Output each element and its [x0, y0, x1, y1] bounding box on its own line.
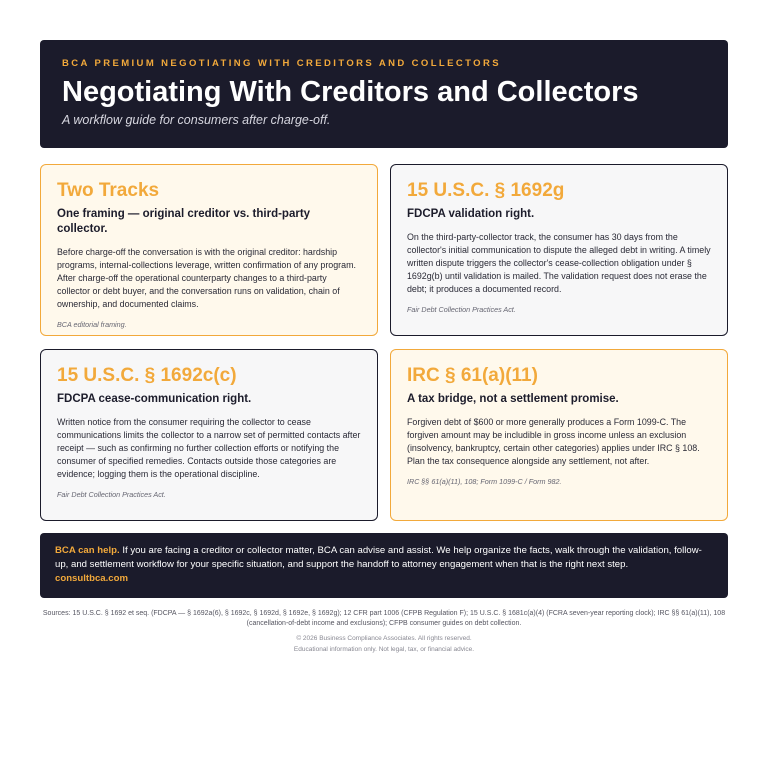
cta-banner: [40, 533, 728, 598]
card-subtitle: FDCPA cease-communication right.: [57, 393, 252, 405]
card-source: Fair Debt Collection Practices Act.: [407, 305, 516, 314]
eyebrow-label: BCA PREMIUM NEGOTIATING WITH CREDITORS AND COLLECTORS: [62, 58, 501, 69]
card-title: IRC § 61(a)(11): [407, 365, 538, 386]
card-body: Forgiven debt of $600 or more generally produces a Form 1099-C. The forgiven amount may be includible in gross income unless an exclusion (insolvency, bankruptcy, certain other categories) applies under IRC § 108. Plan the tax consequence alongside any settlement, not after.: [407, 417, 700, 466]
card-subtitle: FDCPA validation right.: [407, 208, 535, 220]
cta-text: If you are facing a creditor or collector matter, BCA can advise and assist. We help organize the facts, walk through the validation, follow-up, and settlement workflow for your specific situation, and support the handoff to attorney engagement when that is the right next step.: [55, 545, 702, 570]
cta-lead: BCA can help.: [55, 545, 120, 556]
card-title: Two Tracks: [57, 180, 160, 201]
card-body: Before charge-off the conversation is with the original creditor: hardship programs, internal-collections leverage, written confirmation of any program. After charge-off the operational counterparty changes to a third-party collector or debt buyer, and the conversation runs on validation, chain of ownership, and documented claims.: [57, 247, 356, 309]
card-body: Written notice from the consumer requiring the collector to cease communications limits the collector to a narrow set of permitted contacts after receipt — such as confirming no further collection efforts or notifying the consumer of specified remedies. Contacts outside those categories are evidence; logging them is the operational discipline.: [57, 417, 361, 479]
card-subtitle: One framing — original creditor vs. third-party collector.: [57, 208, 311, 235]
card-irc-61: [390, 349, 728, 521]
header-banner: [40, 40, 728, 148]
card-source: IRC §§ 61(a)(11), 108; Form 1099-C / Form 982.: [407, 477, 562, 486]
card-1692c: [40, 349, 378, 521]
card-source: Fair Debt Collection Practices Act.: [57, 490, 166, 499]
footer-disclaimer: Educational information only. Not legal, tax, or financial advice.: [293, 646, 475, 653]
footer-sources: Sources: 15 U.S.C. § 1692 et seq. (FDCPA — § 1692a(6), § 1692c, § 1692d, § 1692e, § 1692g); 12 CFR part 1006 (CFPB Regulation F); 15 U.S.C. § 1681c(a)(4) (FCRA seven-year reporting clock); IRC §§ 61(a)(11), 108 (cancellation-of-debt income and exclusions); CFPB consumer guides on debt collection.: [42, 610, 726, 627]
cta-link[interactable]: consultbca.com: [55, 573, 129, 584]
footer-copyright: © 2026 Business Compliance Associates. All rights reserved.: [296, 635, 472, 642]
card-title: 15 U.S.C. § 1692c(c): [57, 365, 237, 386]
page-subtitle: A workflow guide for consumers after charge-off.: [62, 113, 331, 127]
card-source: BCA editorial framing.: [57, 320, 127, 329]
card-body: On the third-party-collector track, the consumer has 30 days from the collector's initial communication to dispute the alleged debt in writing. A timely written dispute triggers the collector's cease-collection obligation under § 1692g(b) until validation is mailed. The validation request does not erase the debt; it produces a documented record.: [407, 232, 711, 294]
footer: [40, 609, 728, 653]
page-title: Negotiating With Creditors and Collectors: [62, 76, 639, 108]
card-title: 15 U.S.C. § 1692g: [407, 180, 565, 201]
card-two-tracks: [40, 164, 378, 336]
card-1692g: [390, 164, 728, 336]
card-subtitle: A tax bridge, not a settlement promise.: [407, 393, 619, 405]
